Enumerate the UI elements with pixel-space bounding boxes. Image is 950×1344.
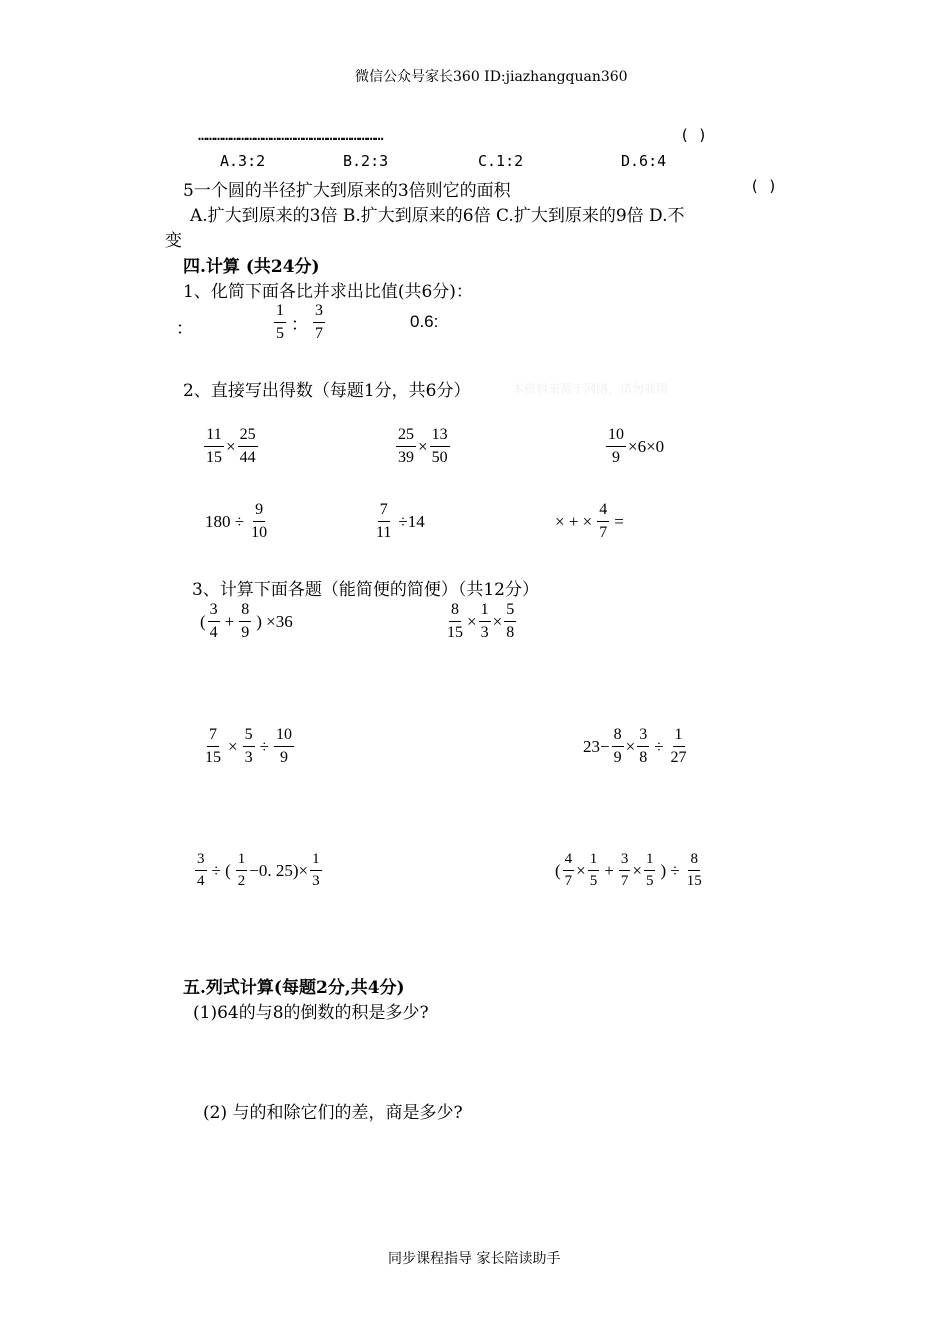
section-5-title: 五.列式计算(每题2分,共4分) — [183, 978, 405, 998]
page-footer: 同步课程指导 家长陪读助手 — [388, 1251, 561, 1267]
times-operator: × — [576, 860, 586, 880]
numerator: 5 — [243, 727, 255, 747]
numerator: 10 — [606, 427, 626, 447]
denominator: 5 — [589, 873, 598, 889]
numerator: 4 — [563, 852, 575, 871]
part-1-title: 1、化简下面各比并求出比值(共6分)： — [183, 282, 473, 302]
numerator: 1 — [479, 602, 491, 622]
denominator: 9 — [241, 624, 250, 641]
divide-operator: ÷ — [259, 736, 269, 756]
part-2-title: 2、直接写出得数（每题1分，共6分） — [183, 381, 471, 401]
denominator: 3 — [480, 624, 489, 641]
denominator: 7 — [620, 873, 629, 889]
numerator: 3 — [313, 303, 325, 323]
numerator: 3 — [195, 852, 207, 871]
close-paren-times: ) ×36 — [256, 611, 293, 631]
expr-3-5 — [193, 852, 324, 889]
section-5-question-2: (2) 与的和除它们的差，商是多少? — [203, 1103, 463, 1123]
answer-parentheses: ( ) — [680, 126, 708, 144]
denominator: 7 — [564, 873, 573, 889]
denominator: 9 — [613, 749, 622, 766]
watermark-text: 本资料来源于网络，请勿商用 — [512, 382, 669, 396]
operator-tail: ×6×0 — [628, 436, 665, 456]
denominator: 50 — [431, 449, 448, 466]
question-5-parentheses: ( ) — [750, 177, 778, 195]
numerator: 7 — [207, 727, 219, 747]
question-5-options: A.扩大到原来的3倍 B.扩大到原来的6倍 C.扩大到原来的9倍 D.不 — [190, 206, 685, 226]
numerator: 1 — [588, 852, 600, 871]
times-operator: × — [226, 436, 236, 456]
ratio-expression — [272, 303, 327, 342]
expr-3-4 — [583, 727, 691, 766]
numerator: 1 — [310, 852, 322, 871]
ratio-colon: ： — [291, 315, 308, 334]
numerator: 4 — [597, 502, 609, 522]
section-5-question-1: (1)64的与8的倒数的积是多少? — [193, 1003, 429, 1023]
expr-3-1 — [200, 602, 296, 641]
denominator: 15 — [686, 873, 702, 889]
numerator: 3 — [208, 602, 220, 622]
numerator: 8 — [688, 852, 700, 871]
plus-operator: + — [604, 860, 614, 880]
denominator: 15 — [205, 749, 221, 766]
denominator: 9 — [279, 749, 288, 766]
numerator: 25 — [396, 427, 416, 447]
close-paren-divide: ) ÷ — [660, 860, 680, 880]
numerator: 11 — [204, 427, 223, 447]
operator-prefix: 180 ÷ — [205, 511, 245, 531]
expr-2-6 — [552, 502, 627, 541]
numerator: 1 — [274, 303, 286, 323]
open-paren: ( — [555, 860, 561, 880]
option-c: C.1:2 — [478, 152, 524, 170]
decimal-ratio: 0.6: — [410, 312, 439, 331]
operator-prefix: × + × — [555, 511, 593, 531]
numerator: 1 — [673, 727, 685, 747]
colon-mark: ： — [176, 319, 193, 339]
divide-operator: ÷ — [654, 736, 664, 756]
open-paren: ( — [200, 611, 206, 631]
denominator: 15 — [447, 624, 463, 641]
numerator: 8 — [239, 602, 251, 622]
numerator: 13 — [430, 427, 450, 447]
denominator: 11 — [376, 524, 392, 541]
numerator: 8 — [449, 602, 461, 622]
denominator: 4 — [197, 873, 205, 889]
divide-open-paren: ÷ ( — [211, 860, 231, 880]
denominator: 3 — [312, 873, 320, 889]
times-operator: × — [625, 736, 636, 756]
subtract-close-times: −0. 25)× — [249, 860, 309, 880]
expr-2-1 — [202, 427, 260, 466]
equals-sign: = — [614, 511, 624, 531]
numerator: 25 — [238, 427, 258, 447]
denominator: 15 — [206, 449, 222, 466]
expr-2-2 — [394, 427, 452, 466]
expr-3-3 — [201, 727, 296, 766]
numerator: 5 — [504, 602, 516, 622]
operator-tail: ÷14 — [398, 511, 425, 531]
denominator: 7 — [315, 325, 323, 342]
numerator: 7 — [378, 502, 390, 522]
denominator: 2 — [237, 873, 246, 889]
denominator: 44 — [239, 449, 256, 466]
denominator: 4 — [209, 624, 218, 641]
denominator: 5 — [645, 873, 654, 889]
numerator: 9 — [253, 502, 265, 522]
numerator: 1 — [644, 852, 656, 871]
denominator: 10 — [251, 524, 268, 541]
times-operator: × — [492, 611, 503, 631]
option-d: D.6:4 — [621, 152, 667, 170]
option-b: B.2:3 — [343, 152, 389, 170]
page-header: 微信公众号家长360 ID:jiazhangquan360 — [355, 69, 628, 85]
option-a: A.3:2 — [220, 152, 266, 170]
numerator: 3 — [637, 727, 649, 747]
numerator: 3 — [619, 852, 631, 871]
denominator: 7 — [599, 524, 608, 541]
expr-2-3 — [604, 427, 664, 466]
section-4-title: 四.计算 (共24分) — [183, 257, 320, 277]
times-operator: × — [632, 860, 642, 880]
times-operator: × — [228, 736, 238, 756]
numerator: 1 — [236, 852, 248, 871]
expr-3-6 — [555, 852, 706, 889]
denominator: 27 — [670, 749, 687, 766]
minuend: 23− — [583, 736, 610, 756]
times-operator: × — [467, 611, 477, 631]
plus-operator: + — [224, 611, 235, 631]
denominator: 8 — [639, 749, 648, 766]
part-3-title: 3、计算下面各题（能简便的简便）（共12分） — [192, 580, 539, 600]
numerator: 10 — [274, 727, 294, 747]
numerator: 8 — [612, 727, 624, 747]
question-5-options-tail: 变 — [165, 231, 182, 251]
denominator: 5 — [276, 325, 284, 342]
denominator: 9 — [612, 449, 620, 466]
expr-2-5 — [372, 502, 428, 541]
denominator: 8 — [506, 624, 515, 641]
expr-3-2 — [443, 602, 518, 641]
expr-2-4 — [202, 502, 271, 541]
question-5-stem: 5一个圆的半径扩大到原来的3倍则它的面积 — [183, 181, 511, 201]
denominator: 39 — [398, 449, 414, 466]
denominator: 3 — [244, 749, 253, 766]
answer-dots: …………………………………………………………… — [198, 126, 383, 144]
times-operator: × — [418, 436, 428, 456]
